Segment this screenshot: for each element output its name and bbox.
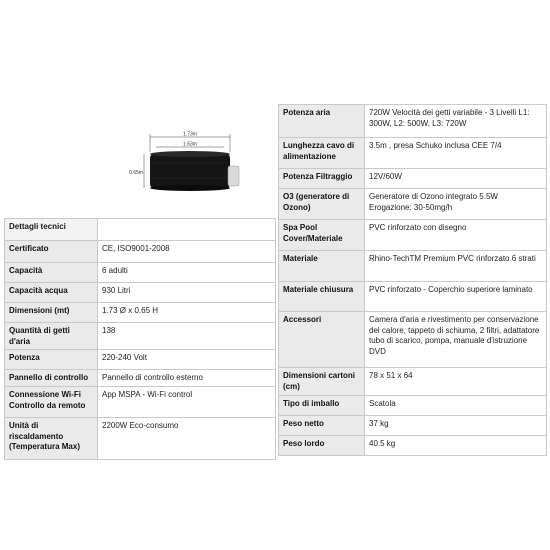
row-label: Materiale chiusura [279, 282, 365, 312]
table-row [5, 323, 276, 350]
table-row [5, 418, 276, 460]
dimension-inner-label: 1.63m [183, 141, 197, 148]
table-row [279, 169, 547, 189]
row-label: Certificato [5, 241, 98, 263]
row-label: Quantità di getti d'aria [5, 323, 98, 350]
row-value: Camera d'aria e rivestimento per conservazione del calore, tappeto di schiuma, 2 filtri, adattatore tubo di scarico, pompa, manuale d'istruzione DVD [365, 312, 547, 368]
table-title: Dettagli tecnici [5, 219, 98, 241]
row-value: 2200W Eco-consumo [98, 418, 276, 460]
spa-tub-body [150, 154, 230, 188]
row-label: Dimensioni (mt) [5, 303, 98, 323]
row-value: Generatore di Ozono integrato 5.5W Erogazione: 30-50mg/h [365, 189, 547, 220]
table-row [279, 138, 547, 169]
row-value: 3.5m , presa Schuko inclusa CEE 7/4 [365, 138, 547, 169]
row-label: Connessione Wi-Fi Controllo da remoto [5, 387, 98, 418]
table-row [5, 283, 276, 303]
row-value: Scatola [365, 396, 547, 416]
row-label: Spa Pool Cover/Materiale [279, 220, 365, 251]
table-row [279, 436, 547, 456]
table-row [5, 350, 276, 370]
row-label: Peso lordo [279, 436, 365, 456]
table-row [279, 189, 547, 220]
table-row [5, 370, 276, 387]
row-value: 6 adulti [98, 263, 276, 283]
row-value: Pannello di controllo esterno [98, 370, 276, 387]
table-row [279, 105, 547, 138]
row-label: Pannello di controllo [5, 370, 98, 387]
row-label: Unità di riscaldamento (Temperatura Max) [5, 418, 98, 460]
table-row [5, 241, 276, 263]
table-row [5, 263, 276, 283]
row-value: 40.5 kg [365, 436, 547, 456]
row-label: Capacità acqua [5, 283, 98, 303]
table-row [279, 220, 547, 251]
row-label: Peso netto [279, 416, 365, 436]
row-value: App MSPA - Wi-Fi control [98, 387, 276, 418]
technical-details-table-left [4, 218, 276, 460]
row-value: PVC rinforzato - Coperchio superiore laminato [365, 282, 547, 312]
technical-details-table-right [278, 104, 547, 456]
table-row [5, 303, 276, 323]
row-label: Capacità [5, 263, 98, 283]
table-row [279, 282, 547, 312]
row-value: 930 Litri [98, 283, 276, 303]
spa-dimension-figure [128, 128, 248, 198]
row-label: Dimensioni cartoni (cm) [279, 368, 365, 396]
table-row [279, 251, 547, 282]
row-label: Accessori [279, 312, 365, 368]
table-row [279, 312, 547, 368]
spa-control-unit [228, 166, 239, 186]
row-label: Potenza [5, 350, 98, 370]
table-row [279, 396, 547, 416]
row-value: Rhino-TechTM Premium PVC rinforzato 6 strati [365, 251, 547, 282]
dimension-height-label: 0.65m [129, 170, 143, 176]
row-value: 37 kg [365, 416, 547, 436]
table-row [279, 416, 547, 436]
row-value: 12V/60W [365, 169, 547, 189]
dimension-outer-label: 1.73m [183, 131, 197, 138]
table-row [279, 368, 547, 396]
row-label: Potenza aria [279, 105, 365, 138]
row-label: Potenza Filtraggio [279, 169, 365, 189]
row-value: PVC rinforzato con disegno [365, 220, 547, 251]
row-label: Tipo di imballo [279, 396, 365, 416]
row-value: CE, ISO9001-2008 [98, 241, 276, 263]
table-row [5, 387, 276, 418]
row-value: 1.73 Ø x 0.65 H [98, 303, 276, 323]
row-label: Materiale [279, 251, 365, 282]
row-label: Lunghezza cavo di alimentazione [279, 138, 365, 169]
row-value: 720W Velocità dei getti variabile - 3 Livelli L1: 300W, L2: 500W, L3: 720W [365, 105, 547, 138]
row-label: O3 (generatore di Ozono) [279, 189, 365, 220]
row-value: 138 [98, 323, 276, 350]
row-value: 220-240 Volt [98, 350, 276, 370]
row-value: 78 x 51 x 64 [365, 368, 547, 396]
